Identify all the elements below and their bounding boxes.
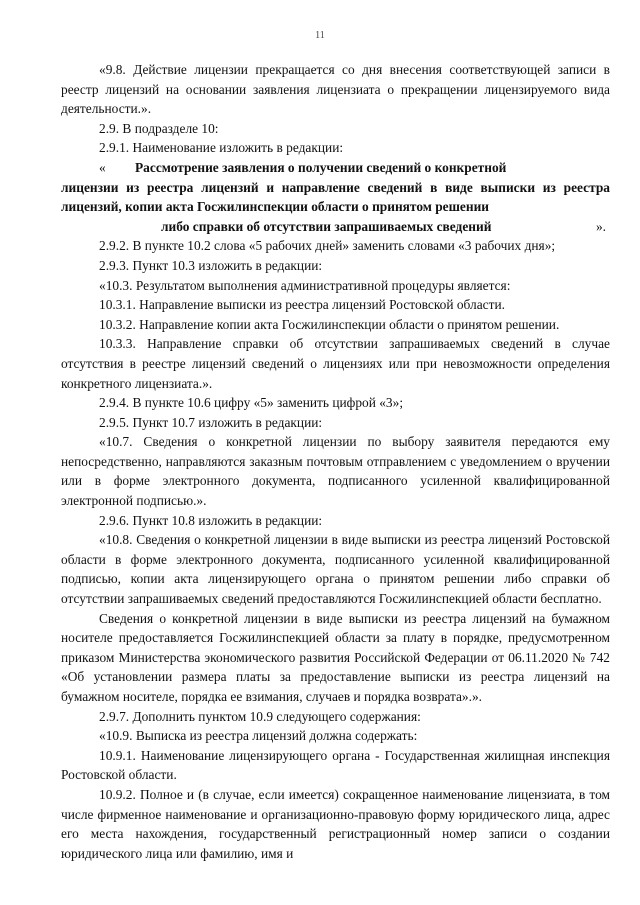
document-body <box>61 60 610 863</box>
paragraph-10-8: «10.8. Сведения о конкретной лицензии в виде выписки из реестра лицензий Ростовской области в форме электронного документа, подписанного усиленной квалифицированной подписью, копии акта лицензирующего органа о принятом решении либо справки об отсутствии запрашиваемых сведений предоставляются Госжилинспекцией области бесплатно. <box>61 532 610 607</box>
paragraph-2-9-5: 2.9.5. Пункт 10.7 изложить в редакции: <box>99 414 323 430</box>
paragraph-2-9-3: 2.9.3. Пункт 10.3 изложить в редакции: <box>99 257 323 273</box>
paragraph-10-9: «10.9. Выписка из реестра лицензий должна содержать: <box>99 728 418 744</box>
section-title <box>61 158 610 236</box>
paragraph-2-9: 2.9. В подразделе 10: <box>99 120 219 136</box>
paragraph-10-7: «10.7. Сведения о конкретной лицензии по выбору заявителя передаются ему непосредственно, направляются заказным почтовым отправлением с уведомлением о вручении или в форме электронного документа, подписанного усиленной квалифицированной электронной подписью.». <box>61 434 610 509</box>
paragraph-2-9-6: 2.9.6. Пункт 10.8 изложить в редакции: <box>99 512 323 528</box>
title-line-3: либо справки об отсутствии запрашиваемых сведений <box>161 218 492 234</box>
paragraph-2-9-4: 2.9.4. В пункте 10.6 цифру «5» заменить цифрой «3»; <box>99 395 404 411</box>
page-number: 11 <box>315 30 325 41</box>
paragraph-10-8-paper: Сведения о конкретной лицензии в виде выписки из реестра лицензий на бумажном носителе предоставляется Госжилинспекцией области за плату в порядке, предусмотренном приказом Министерства экономического развития Российской Федерации от 06.11.2020 № 742 «Об установлении размера платы за предоставление выписки из реестра лицензий на бумажном носителе, порядка ее взимания, случаев и порядка возврата».». <box>61 610 610 704</box>
paragraph-2-9-1: 2.9.1. Наименование изложить в редакции: <box>99 140 344 156</box>
paragraph-10-9-2: 10.9.2. Полное и (в случае, если имеется) сокращенное наименование лицензиата, в том числе фирменное наименование и организационно-правовую форму юридического лица, адрес его места нахождения, государственный регистрационный номер записи о создании юридического лица или фамилию, имя и <box>61 786 610 861</box>
title-line-2: лицензии из реестра лицензий и направление сведений в виде выписки из реестра лицензий, копии акта Госжилинспекции области о принятом решении <box>61 179 610 215</box>
paragraph-9-8: «9.8. Действие лицензии прекращается со дня внесения соответствующей записи в реестр лицензий на основании заявления лицензиата о прекращении лицензируемого вида деятельности.». <box>61 62 610 117</box>
paragraph-10-3-2: 10.3.2. Направление копии акта Госжилинспекции области о принятом решении. <box>99 316 560 332</box>
paragraph-2-9-2: 2.9.2. В пункте 10.2 слова «5 рабочих дней» заменить словами «3 рабочих дня»; <box>99 238 556 254</box>
paragraph-10-3-1: 10.3.1. Направление выписки из реестра лицензий Ростовской области. <box>99 297 505 313</box>
paragraph-10-3: «10.3. Результатом выполнения административной процедуры является: <box>99 277 511 293</box>
paragraph-10-3-3: 10.3.3. Направление справки об отсутствии запрашиваемых сведений в случае отсутствия в реестре лицензий сведений о лицензиях или при невозможности определения конкретного лицензиата.». <box>61 336 610 391</box>
paragraph-2-9-7: 2.9.7. Дополнить пунктом 10.9 следующего содержания: <box>99 708 421 724</box>
title-close-quote: ». <box>595 218 606 234</box>
title-open-quote: « <box>99 159 106 175</box>
paragraph-10-9-1: 10.9.1. Наименование лицензирующего органа - Государственная жилищная инспекция Ростовской области. <box>61 747 610 783</box>
title-line-1: Рассмотрение заявления о получении сведений о конкретной <box>135 159 507 175</box>
